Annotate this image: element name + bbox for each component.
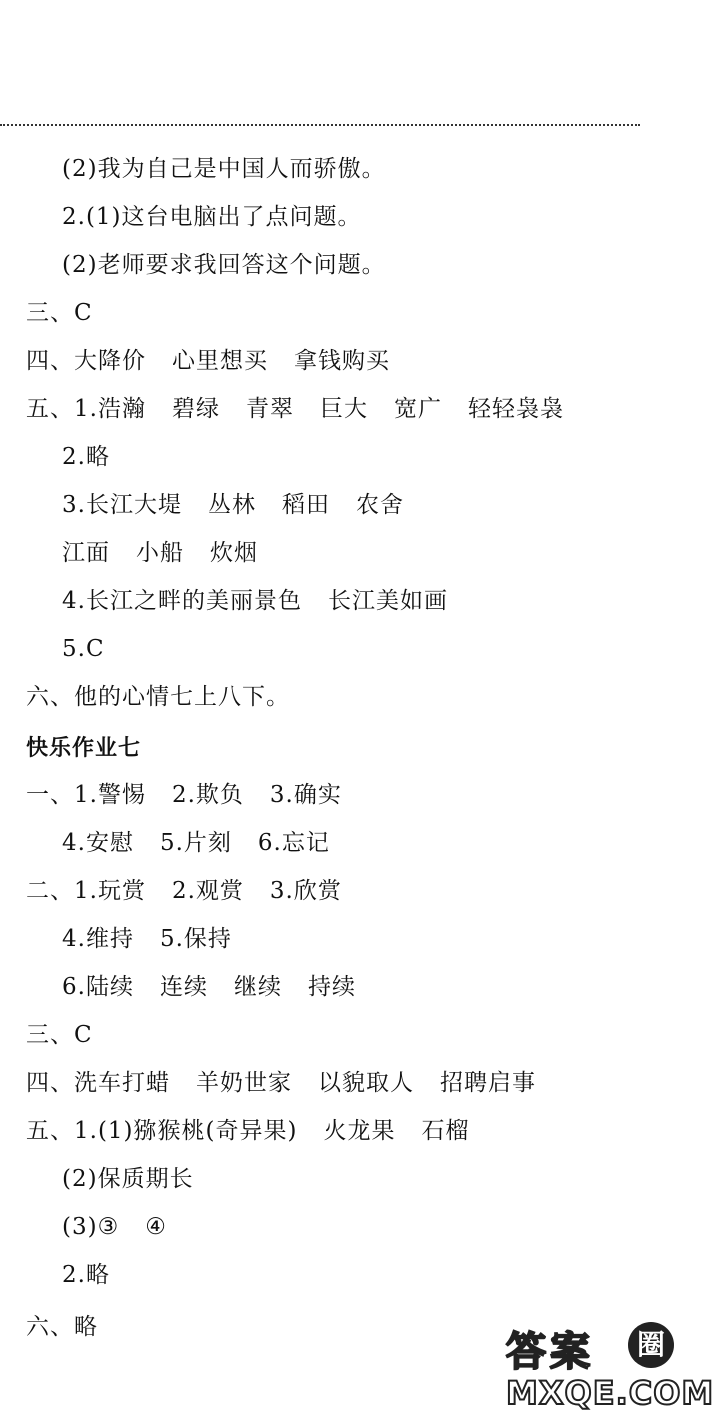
dotted-divider: [0, 124, 640, 126]
answer-line-9: 江面 小船 炊烟: [62, 540, 258, 566]
answer-line-24: 2.略: [62, 1262, 110, 1288]
answer-line-1: (2)我为自己是中国人而骄傲。: [62, 156, 386, 182]
answer-line-10: 4.长江之畔的美丽景色 长江美如画: [62, 588, 448, 614]
answer-line-22: (2)保质期长: [62, 1166, 194, 1192]
watermark-circle-badge: 圈: [628, 1322, 674, 1368]
answer-line-20: 四、洗车打蜡 羊奶世家 以貌取人 招聘启事: [26, 1070, 536, 1096]
answer-line-6: 五、1.浩瀚 碧绿 青翠 巨大 宽广 轻轻袅袅: [26, 396, 564, 422]
answer-line-7: 2.略: [62, 444, 110, 470]
answer-line-12: 六、他的心情七上八下。: [26, 684, 290, 710]
answer-line-25: 六、略: [26, 1314, 98, 1340]
answer-line-19: 三、C: [26, 1022, 93, 1048]
answer-line-14: 一、1.警惕 2.欺负 3.确实: [26, 782, 342, 808]
answer-line-16: 二、1.玩赏 2.观赏 3.欣赏: [26, 878, 342, 904]
answer-line-18: 6.陆续 连续 继续 持续: [62, 974, 356, 1000]
answer-line-8: 3.长江大堤 丛林 稻田 农舍: [62, 492, 404, 518]
section-heading: 快乐作业七: [26, 736, 142, 761]
answer-line-23: (3)③ ④: [62, 1214, 167, 1240]
answer-line-2: 2.(1)这台电脑出了点问题。: [62, 204, 362, 230]
answer-line-21: 五、1.(1)猕猴桃(奇异果) 火龙果 石榴: [26, 1118, 470, 1144]
answer-line-17: 4.维持 5.保持: [62, 926, 232, 952]
watermark-top-text: 答案: [506, 1329, 594, 1375]
answer-line-3: (2)老师要求我回答这个问题。: [62, 252, 386, 278]
answer-line-11: 5.C: [62, 636, 105, 662]
answer-line-15: 4.安慰 5.片刻 6.忘记: [62, 830, 330, 856]
answer-line-4: 三、C: [26, 300, 93, 326]
watermark-url-text: MXQE.COM: [506, 1374, 714, 1412]
answer-line-5: 四、大降价 心里想买 拿钱购买: [26, 348, 390, 374]
watermark-logo: [500, 1318, 714, 1417]
